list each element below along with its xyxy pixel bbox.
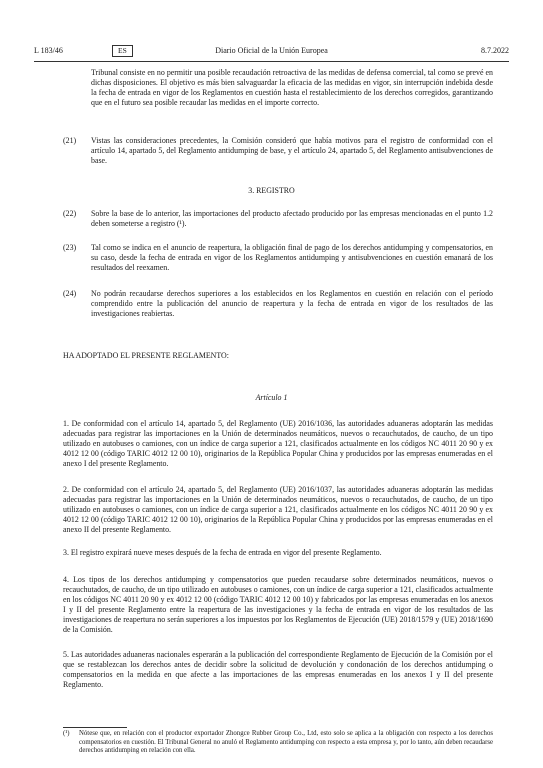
recital-number: (22) <box>63 209 77 218</box>
article-paragraph: 5. Las autoridades aduaneras nacionales esperarán a la publicación del correspondiente Reglamento de Ejecución de la Comisión por el que se restablezcan los derechos antes de decidir sobre la solicitud de devolución y condonación de los derechos antidumping o compensatorios en la medida en que afecte a las importaciones de las empresas enumeradas en los anexos I y II del presente Reglamento. <box>63 650 493 689</box>
language-badge: ES <box>112 45 133 57</box>
page-reference: L 183/46 <box>34 46 63 55</box>
recital-number: (24) <box>63 289 77 298</box>
recital-text: Sobre la base de lo anterior, las importaciones del producto afectado producido por las empresas mencionadas en el punto 1.2 deben someterse a registro (¹). <box>91 209 493 228</box>
footnote-divider <box>63 727 127 728</box>
intro-paragraph: Tribunal consiste en no permitir una posible recaudación retroactiva de las medidas de defensa comercial, tal como se prevé en dichas disposiciones. El objetivo es más bien salvaguardar la eficacia de las medidas en vigor, sin interrupción indebida desde la fecha de entrada en vigor de los Reglamentos en cuestión hasta el restablecimiento de los derechos corregidos, garantizando que en el futuro sea posible recaudar las medidas en el importe correcto. <box>91 68 493 107</box>
article-paragraph: 2. De conformidad con el artículo 24, apartado 5, del Reglamento (UE) 2016/1037, las autoridades aduaneras adoptarán las medidas adecuadas para registrar las importaciones en la Unión de determinados neumáticos, nuevos o recauchutados, de caucho, de un tipo utilizado en autobuses o camiones, con un índice de carga superior a 121, clasificados actualmente en los códigos NC 4011 20 90 y ex 4012 12 00 (código TARIC 4012 12 00 10), originarios de la República Popular China y producidos por las empresas enumeradas en el anexo II del presente Reglamento. <box>63 485 493 534</box>
section-heading: 3. REGISTRO <box>248 186 295 195</box>
article-title: Artículo 1 <box>255 393 288 402</box>
footnote <box>63 730 493 756</box>
footnote-text: Nótese que, en relación con el productor exportador Zhongce Rubber Group Co., Ltd, esto solo se aplica a la obligación con respecto a los derechos compensatorios en cuestión. El Tribunal General no anuló el Reglamento antidumping con respecto a esta empresa y, por lo tanto, aún deben recaudarse derechos antidumping en relación con ella. <box>79 730 493 755</box>
recital-number: (23) <box>63 243 77 252</box>
recital-text: Tal como se indica en el anuncio de reapertura, la obligación final de pago de los derechos antidumping y compensatorios, en su caso, desde la fecha de entrada en vigor de los Reglamentos antidumping y antisubvenciones en cuestión emanará de los resultados del reexamen. <box>91 243 493 272</box>
article-paragraph: 4. Los tipos de los derechos antidumping y compensatorios que pueden recaudarse sobre determinados neumáticos, nuevos o recauchutados, de caucho, de un tipo utilizado en autobuses o camiones, con un índice de carga superior a 121, clasificados actualmente en los códigos NC 4011 20 90 y ex 4012 12 00 (código TARIC 4012 12 00 10) y fabricados por las empresas enumeradas en los anexos I y II del presente Reglamento entre la reapertura de las investigaciones y la fecha de entrada en vigor de los resultados de las investigaciones de reapertura no serán superiores a los impuestos por los Reglamentos de Ejecución (UE) 2018/1579 y (UE) 2018/1690 de la Comisión. <box>63 575 493 634</box>
header-divider <box>34 61 509 62</box>
recital-text: No podrán recaudarse derechos superiores a los establecidos en los Reglamentos en cuestión en relación con el período comprendido entre la publicación del anuncio de reapertura y la fecha de entrada en vigor de los resultados de las investigaciones reabiertas. <box>91 289 493 318</box>
page-header <box>34 46 509 58</box>
adoption-statement: HA ADOPTADO EL PRESENTE REGLAMENTO: <box>63 351 229 360</box>
footnote-mark: (¹) <box>63 730 70 737</box>
recital-number: (21) <box>63 136 77 145</box>
journal-title: Diario Oficial de la Unión Europea <box>215 46 328 55</box>
article-paragraph: 1. De conformidad con el artículo 14, apartado 5, del Reglamento (UE) 2016/1036, las autoridades aduaneras adoptarán las medidas adecuadas para registrar las importaciones en la Unión de determinados neumáticos, nuevos o recauchutados, de caucho, de un tipo utilizado en autobuses o camiones, con un índice de carga superior a 121, clasificados actualmente en los códigos NC 4011 20 90 y ex 4012 12 00 (código TARIC 4012 12 00 10), originarios de la República Popular China y producidos por las empresas enumeradas en el anexo I del presente Reglamento. <box>63 419 493 468</box>
recital-text: Vistas las consideraciones precedentes, la Comisión consideró que había motivos para el registro de conformidad con el artículo 14, apartado 5, del Reglamento antidumping de base, y el artículo 24, apartado 5, del Reglamento antisubvenciones de base. <box>91 136 493 165</box>
article-paragraph: 3. El registro expirará nueve meses después de la fecha de entrada en vigor del presente Reglamento. <box>63 548 382 557</box>
publication-date: 8.7.2022 <box>481 46 509 55</box>
